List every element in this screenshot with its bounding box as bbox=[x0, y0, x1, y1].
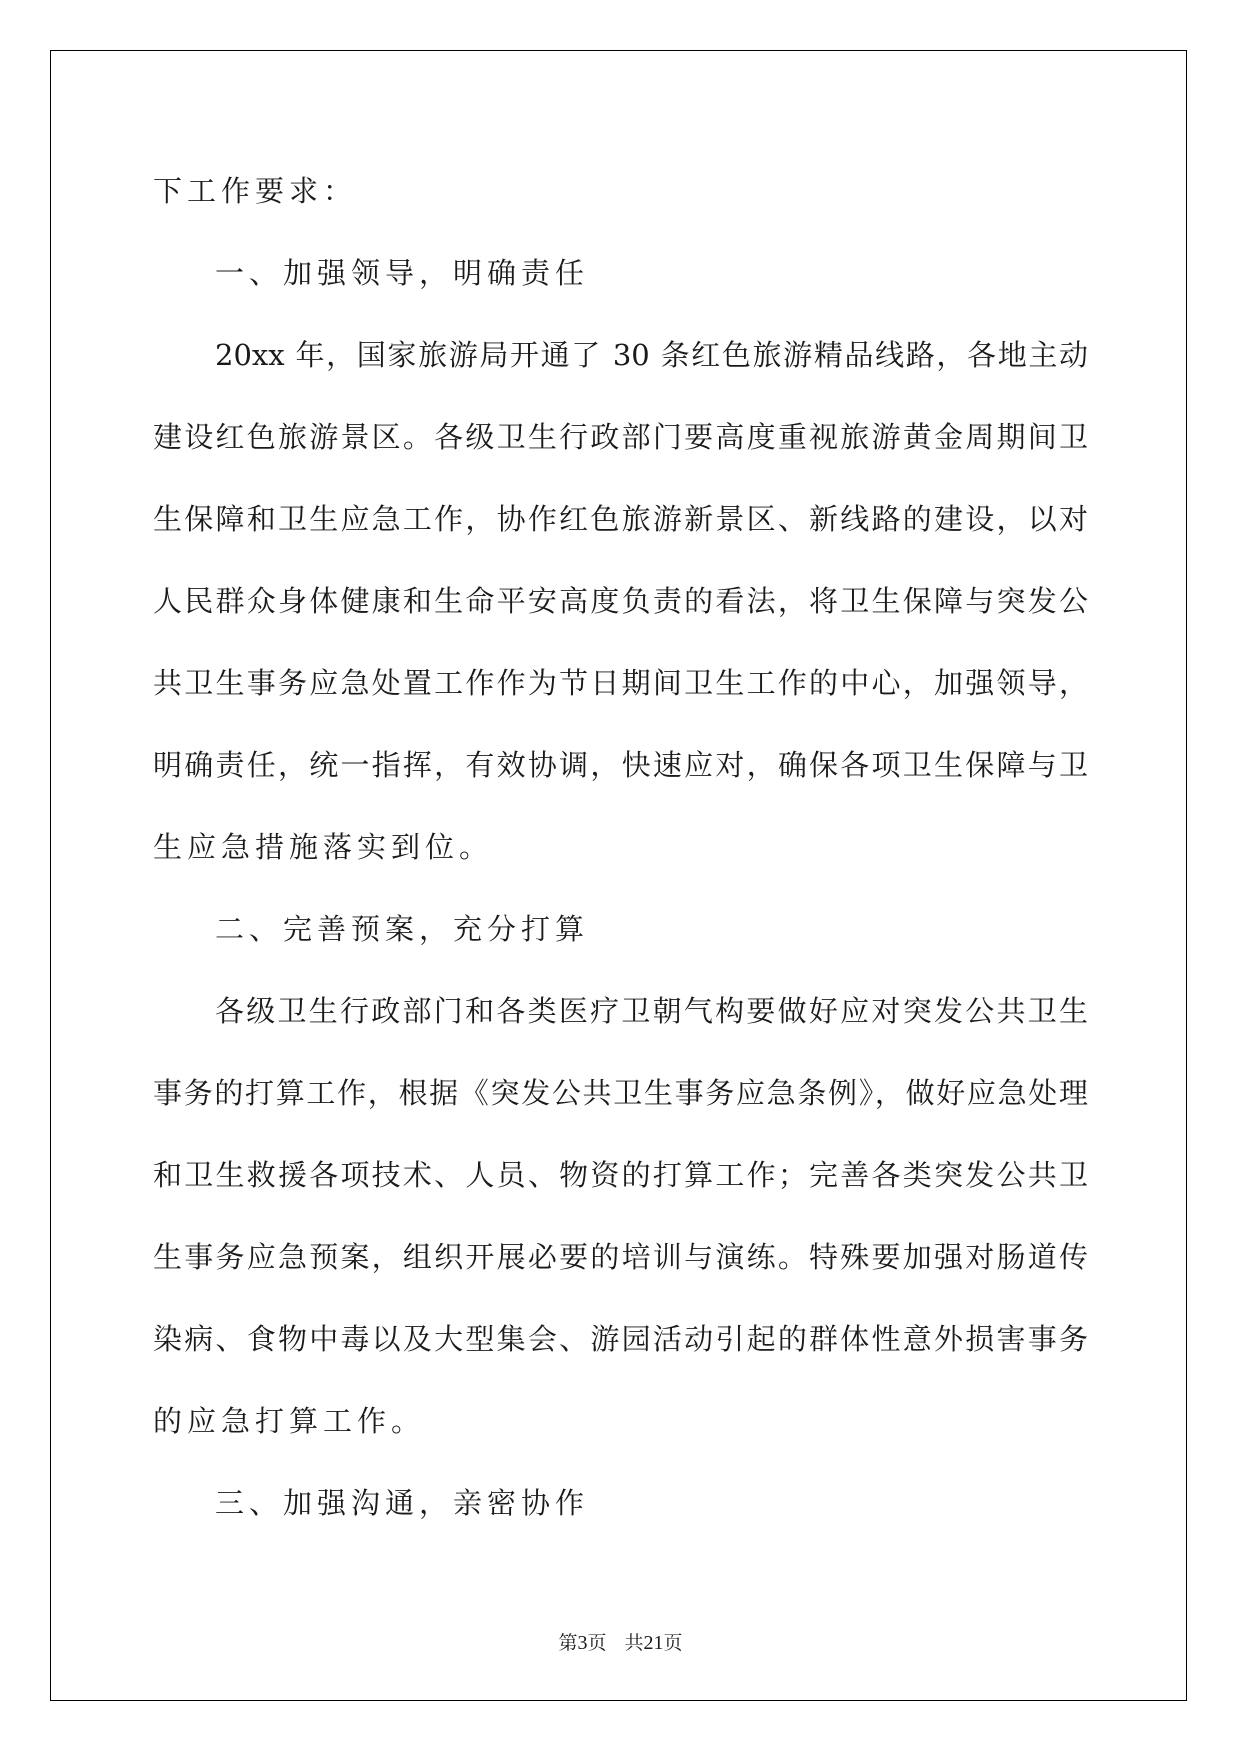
text-line: 各级卫生行政部门和各类医疗卫朝气构要做好应对突发公共卫生 bbox=[215, 994, 1088, 1028]
text-line: 生事务应急预案，组织开展必要的培训与演练。特殊要加强对肠道传 bbox=[153, 1240, 1088, 1274]
text-line: 的应急打算工作。 bbox=[153, 1404, 426, 1438]
text-line: 建设红色旅游景区。各级卫生行政部门要高度重视旅游黄金周期间卫 bbox=[153, 420, 1088, 454]
text-line: 20xx 年，国家旅游局开通了 30 条红色旅游精品线路，各地主动 bbox=[215, 338, 1088, 372]
total-pages: 21 bbox=[643, 1632, 664, 1654]
section-heading-2: 二、完善预案，充分打算 bbox=[215, 912, 590, 946]
page-number: 3 bbox=[577, 1632, 588, 1654]
text-line: 生应急措施落实到位。 bbox=[153, 830, 494, 864]
total-prefix: 共 bbox=[624, 1632, 644, 1654]
total-suffix: 页 bbox=[663, 1632, 683, 1654]
text-line: 生保障和卫生应急工作，协作红色旅游新景区、新线路的建设，以对 bbox=[153, 502, 1088, 536]
page-prefix: 第 bbox=[558, 1632, 578, 1654]
text-line: 共卫生事务应急处置工作作为节日期间卫生工作的中心，加强领导， bbox=[153, 666, 1088, 700]
page-suffix: 页 bbox=[587, 1632, 607, 1654]
section-heading-3: 三、加强沟通，亲密协作 bbox=[215, 1486, 590, 1520]
page-footer bbox=[0, 1628, 1241, 1655]
section-heading-1: 一、加强领导，明确责任 bbox=[215, 256, 590, 290]
text-line: 下工作要求： bbox=[153, 174, 358, 208]
text-line: 明确责任，统一指挥，有效协调，快速应对，确保各项卫生保障与卫 bbox=[153, 748, 1088, 782]
text-line: 人民群众身体健康和生命平安高度负责的看法，将卫生保障与突发公 bbox=[153, 584, 1088, 618]
text-line: 染病、食物中毒以及大型集会、游园活动引起的群体性意外损害事务 bbox=[153, 1322, 1088, 1356]
document-body bbox=[153, 163, 1088, 1557]
text-line: 事务的打算工作，根据《突发公共卫生事务应急条例》，做好应急处理 bbox=[153, 1076, 1088, 1110]
text-line: 和卫生救援各项技术、人员、物资的打算工作；完善各类突发公共卫 bbox=[153, 1158, 1088, 1192]
